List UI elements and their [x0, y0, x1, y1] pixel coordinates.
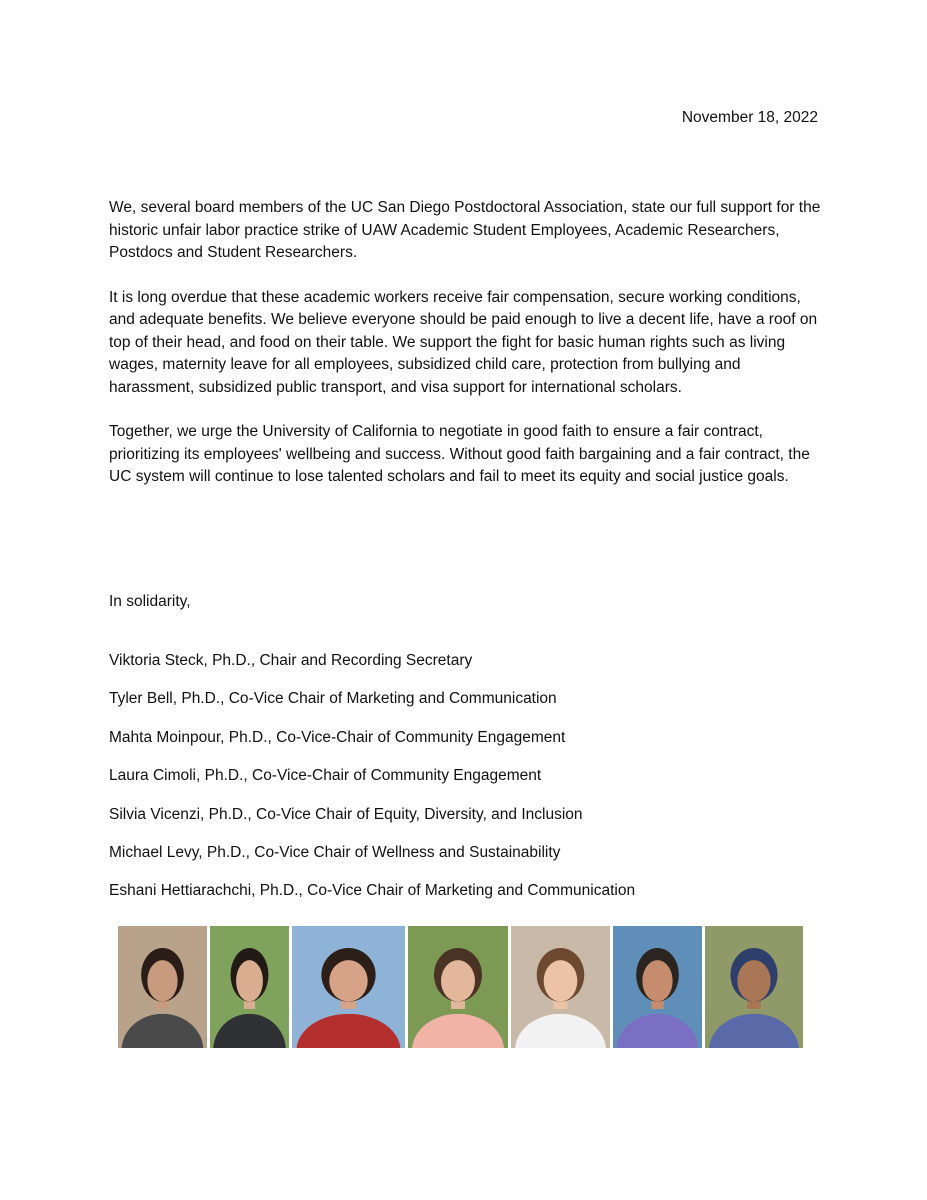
portrait-face [236, 960, 263, 1001]
signer: Viktoria Steck, Ph.D., Chair and Recording Secretary [109, 652, 473, 669]
signer: Michael Levy, Ph.D., Co-Vice Chair of Wellness and Sustainability [109, 843, 561, 861]
signer: Tyler Bell, Ph.D., Co-Vice Chair of Marketing and Communication [109, 690, 557, 708]
portrait-photo [210, 926, 289, 1048]
paragraph: Together, we urge the University of California to negotiate in good faith to ensure a fair contract, prioritizing its employees' wellbeing and success. Without good faith bargaining and a fair contract, the UC system will continue to lose talented scholars and fail to meet its equity and social justice goals. [109, 423, 810, 485]
portrait-photo [118, 926, 207, 1048]
portrait-photo [705, 926, 803, 1048]
signer-list [109, 651, 635, 920]
portrait-photo [408, 926, 508, 1048]
portrait-photo [292, 926, 405, 1048]
signoff: In solidarity, [109, 593, 191, 610]
portrait-photo [613, 926, 702, 1048]
portrait-face [147, 960, 177, 1001]
portrait-photo [511, 926, 610, 1048]
signer: Mahta Moinpour, Ph.D., Co-Vice-Chair of Community Engagement [109, 728, 566, 746]
letter-date: November 18, 2022 [681, 109, 818, 126]
board-member-photos [118, 926, 803, 1048]
signer: Silvia Vicenzi, Ph.D., Co-Vice Chair of Equity, Diversity, and Inclusion [109, 805, 583, 823]
portrait-face [737, 960, 770, 1001]
signer: Eshani Hettiarachchi, Ph.D., Co-Vice Chair of Marketing and Communication [109, 882, 636, 900]
portrait-face [441, 960, 475, 1001]
paragraph: We, several board members of the UC San Diego Postdoctoral Association, state our full support for the historic unfair labor practice strike of UAW Academic Student Employees, Academic Researchers, Postdocs and Student Researchers. [109, 199, 821, 261]
paragraph: It is long overdue that these academic workers receive fair compensation, secure working conditions, and adequate benefits. We believe everyone should be paid enough to live a decent life, have a roof on top of their head, and food on their table. We support the fight for basic human rights such as living wages, maternity leave for all employees, subsidized child care, protection from bullying and harassment, subsidized public transport, and visa support for international scholars. [109, 288, 818, 396]
portrait-face [544, 960, 578, 1001]
portrait-face [642, 960, 672, 1001]
portrait-face [329, 960, 367, 1001]
signer: Laura Cimoli, Ph.D., Co-Vice-Chair of Community Engagement [109, 767, 542, 785]
letter-body [109, 197, 829, 511]
